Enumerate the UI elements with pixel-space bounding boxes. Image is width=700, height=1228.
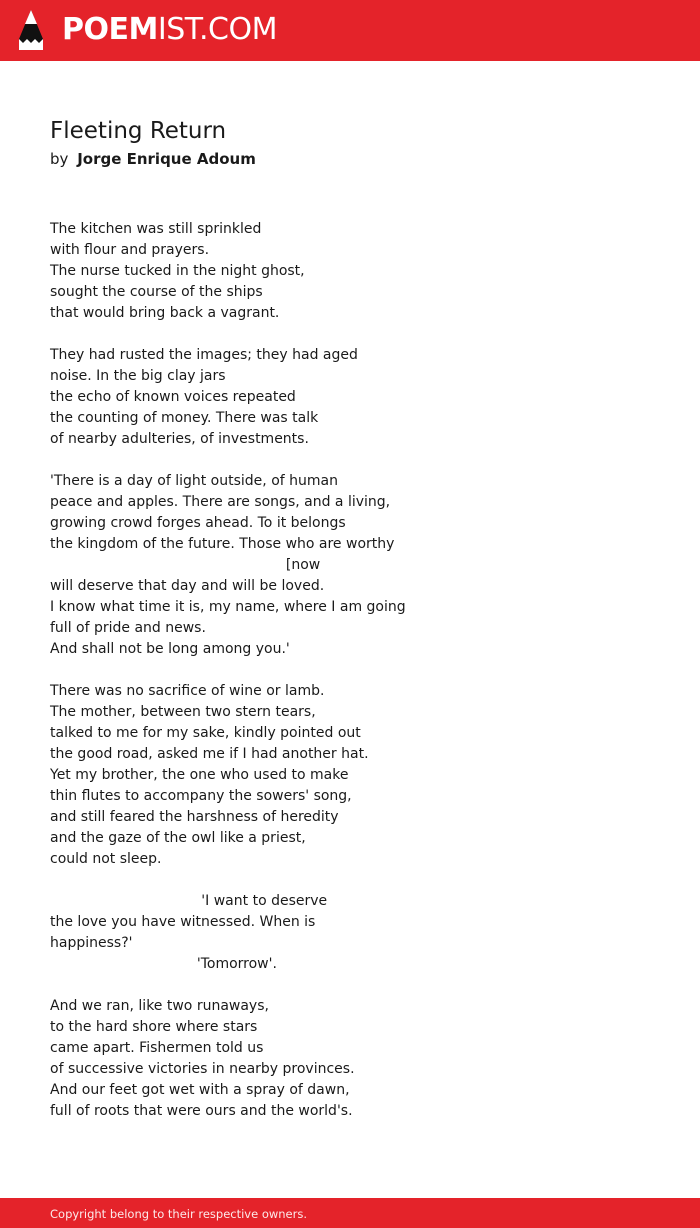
by-label: by xyxy=(50,150,69,168)
poem-line: full of roots that were ours and the world's. xyxy=(50,1103,353,1119)
poem-line: the kingdom of the future. Those who are worthy xyxy=(50,536,395,552)
poem-line: The nurse tucked in the night ghost, xyxy=(50,263,305,279)
poem-line: growing crowd forges ahead. To it belongs xyxy=(50,515,346,531)
logo-light-text: IST.COM xyxy=(157,12,277,47)
logo-bold-text: POEM xyxy=(62,12,158,47)
poem-line: came apart. Fishermen told us xyxy=(50,1040,264,1056)
site-header xyxy=(0,0,700,61)
poem-line xyxy=(50,975,650,996)
poem-line: the love you have witnessed. When is xyxy=(50,914,316,930)
poem-line: And we ran, like two runaways, xyxy=(50,998,269,1014)
poem-line: happiness?' xyxy=(50,935,133,951)
poem-line: 'Tomorrow'. xyxy=(50,956,277,972)
poem-line: [now xyxy=(50,557,321,573)
poem-line: And our feet got wet with a spray of dawn, xyxy=(50,1082,350,1098)
poem-line: 'I want to deserve xyxy=(50,893,328,909)
poem-line: They had rusted the images; they had aged xyxy=(50,347,358,363)
poem-line: peace and apples. There are songs, and a living, xyxy=(50,494,391,510)
poem-author: Jorge Enrique Adoum xyxy=(77,150,256,168)
poem-line: The mother, between two stern tears, xyxy=(50,704,316,720)
poem-line: of nearby adulteries, of investments. xyxy=(50,431,309,447)
poem-line xyxy=(50,324,650,345)
copyright-notice: Copyright belong to their respective owners. xyxy=(50,1207,308,1221)
poem-line xyxy=(50,450,650,471)
poem-line: that would bring back a vagrant. xyxy=(50,305,280,321)
poem-body xyxy=(50,219,650,1122)
poem-line: of successive victories in nearby provinces. xyxy=(50,1061,355,1077)
poem-line: the good road, asked me if I had another hat. xyxy=(50,746,369,762)
poem-line: noise. In the big clay jars xyxy=(50,368,226,384)
site-logo-text xyxy=(62,11,277,49)
poem-line: And shall not be long among you.' xyxy=(50,641,290,657)
poem-line xyxy=(50,870,650,891)
poem-line: with flour and prayers. xyxy=(50,242,210,258)
poem-line: will deserve that day and will be loved. xyxy=(50,578,325,594)
poem-line: could not sleep. xyxy=(50,851,162,867)
poem-line: sought the course of the ships xyxy=(50,284,263,300)
poem-line: the echo of known voices repeated xyxy=(50,389,296,405)
poem-line: the counting of money. There was talk xyxy=(50,410,319,426)
poem-line: and still feared the harshness of heredity xyxy=(50,809,339,825)
poem-line: to the hard shore where stars xyxy=(50,1019,258,1035)
poem-line: and the gaze of the owl like a priest, xyxy=(50,830,306,846)
poem-line: I know what time it is, my name, where I am going xyxy=(50,599,406,615)
poem-line xyxy=(50,660,650,681)
poem-line: 'There is a day of light outside, of human xyxy=(50,473,338,489)
poem-title: Fleeting Return xyxy=(50,118,227,144)
poem-line: thin flutes to accompany the sowers' song, xyxy=(50,788,352,804)
poem-line: full of pride and news. xyxy=(50,620,206,636)
site-footer xyxy=(0,1198,700,1228)
poem-line: The kitchen was still sprinkled xyxy=(50,221,262,237)
poem-line: Yet my brother, the one who used to make xyxy=(50,767,349,783)
poem-byline xyxy=(50,149,256,169)
poem-line: talked to me for my sake, kindly pointed out xyxy=(50,725,361,741)
poem-line: There was no sacrifice of wine or lamb. xyxy=(50,683,325,699)
pencil-tip-icon xyxy=(17,9,45,51)
